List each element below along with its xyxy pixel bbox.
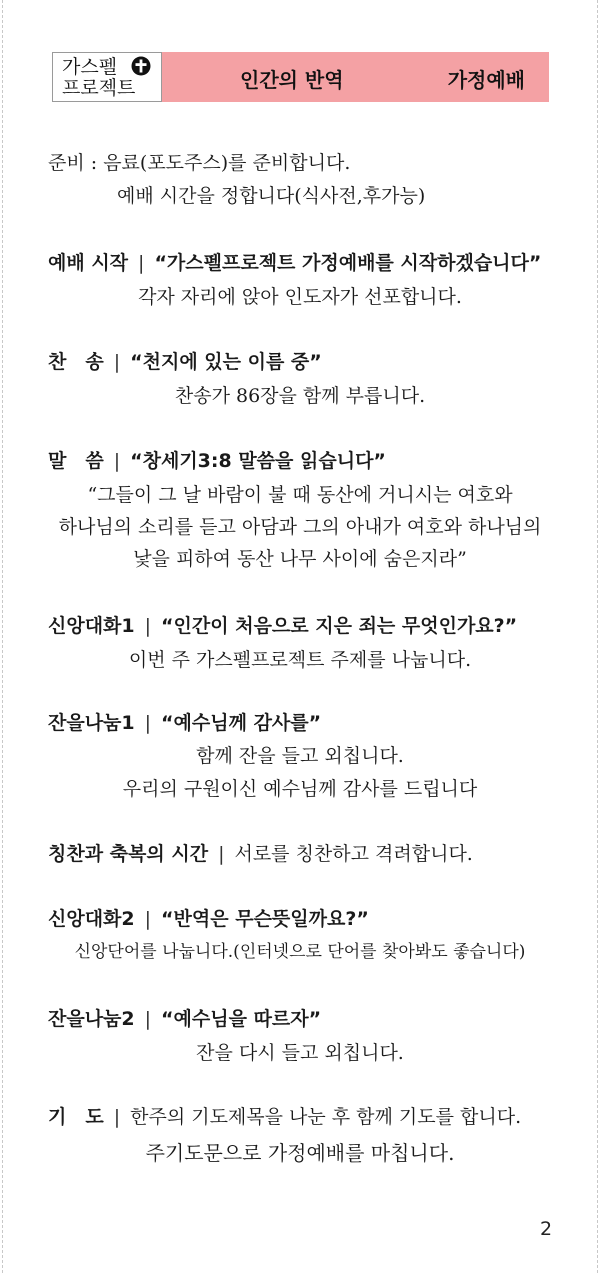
word-label: 말 씀 xyxy=(48,450,104,472)
separator: | xyxy=(113,1106,121,1128)
cup1-heading xyxy=(48,710,321,736)
cup1-body2: 우리의 구원이신 예수님께 감사를 드립니다 xyxy=(122,778,478,800)
faith1-body: 이번 주 가스펠프로젝트 주제를 나눕니다. xyxy=(128,649,472,671)
faith1-quote: “인간이 처음으로 지은 죄는 무엇인가요?” xyxy=(161,615,518,637)
separator: | xyxy=(144,1008,152,1030)
faith2-label: 신앙대화2 xyxy=(48,908,135,930)
hymn-quote: “천지에 있는 이름 중” xyxy=(130,351,322,373)
scripture-line1: “그들이 그 날 바람이 불 때 동산에 거니시는 여호와 xyxy=(87,484,513,506)
hymn-body: 찬송가 86장을 함께 부릅니다. xyxy=(174,385,426,407)
gospel-project-logo xyxy=(52,52,162,102)
prayer-text: 한주의 기도제목을 나눈 후 함께 기도를 합니다. xyxy=(130,1106,522,1128)
page-border-left xyxy=(2,0,3,1273)
separator: | xyxy=(218,843,225,865)
faith2-heading xyxy=(48,906,369,932)
praise-text: 서로를 칭찬하고 격려합니다. xyxy=(234,843,473,865)
logo-line1: 가스펠 xyxy=(62,56,118,78)
header-banner xyxy=(52,52,549,102)
faith1-label: 신앙대화1 xyxy=(48,615,135,637)
faith1-heading xyxy=(48,613,517,639)
prayer-heading xyxy=(48,1104,521,1130)
hymn-heading xyxy=(48,349,322,375)
praise-label: 칭찬과 축복의 시간 xyxy=(48,843,209,865)
cup2-label: 잔을나눔2 xyxy=(48,1008,135,1030)
separator: | xyxy=(144,615,152,637)
separator: | xyxy=(113,351,121,373)
faith2-quote: “반역은 무슨뜻일까요?” xyxy=(161,908,369,930)
cup1-label: 잔을나눔1 xyxy=(48,712,135,734)
prep-line2: 예배 시간을 정합니다(식사전,후가능) xyxy=(117,185,426,207)
prayer-label: 기 도 xyxy=(48,1106,104,1128)
separator: | xyxy=(138,252,145,274)
page-number: 2 xyxy=(540,1218,553,1240)
separator: | xyxy=(144,908,152,930)
praise-heading xyxy=(48,841,473,867)
cross-icon xyxy=(131,56,151,76)
separator: | xyxy=(113,450,121,472)
hymn-label: 찬 송 xyxy=(48,351,104,373)
prep-text1: 음료(포도주스)를 준비합니다. xyxy=(103,152,351,174)
opening-heading xyxy=(48,250,541,276)
title-banner xyxy=(162,52,549,102)
prep-label: 준비 : xyxy=(48,152,104,174)
separator: | xyxy=(144,712,152,734)
cup2-quote: “예수님을 따르자” xyxy=(161,1008,322,1030)
opening-label: 예배 시작 xyxy=(48,252,129,274)
service-type: 가정예배 xyxy=(447,68,525,92)
logo-line2: 프로젝트 xyxy=(62,77,136,99)
cup1-body1: 함께 잔을 들고 외칩니다. xyxy=(196,745,404,767)
opening-quote: “가스펠프로젝트 가정예배를 시작하겠습니다” xyxy=(154,252,542,274)
faith2-body: 신앙단어를 나눕니다.(인터넷으로 단어를 찾아봐도 좋습니다) xyxy=(74,942,526,962)
opening-body: 각자 자리에 앉아 인도자가 선포합니다. xyxy=(138,286,462,308)
word-heading xyxy=(48,448,386,474)
cup2-heading xyxy=(48,1006,321,1032)
scripture-line3: 낯을 피하여 동산 나무 사이에 숨은지라” xyxy=(133,548,467,570)
page-border-right xyxy=(597,0,598,1273)
prayer-closing: 주기도문으로 가정예배를 마칩니다. xyxy=(145,1141,455,1165)
scripture-line2: 하나님의 소리를 듣고 아담과 그의 아내가 여호와 하나님의 xyxy=(58,516,542,538)
cup1-quote: “예수님께 감사를” xyxy=(161,712,322,734)
lesson-title: 인간의 반역 xyxy=(240,68,344,92)
word-quote: “창세기3:8 말씀을 읽습니다” xyxy=(130,450,386,472)
cup2-body: 잔을 다시 들고 외칩니다. xyxy=(196,1042,404,1064)
prep-line1 xyxy=(48,150,350,176)
